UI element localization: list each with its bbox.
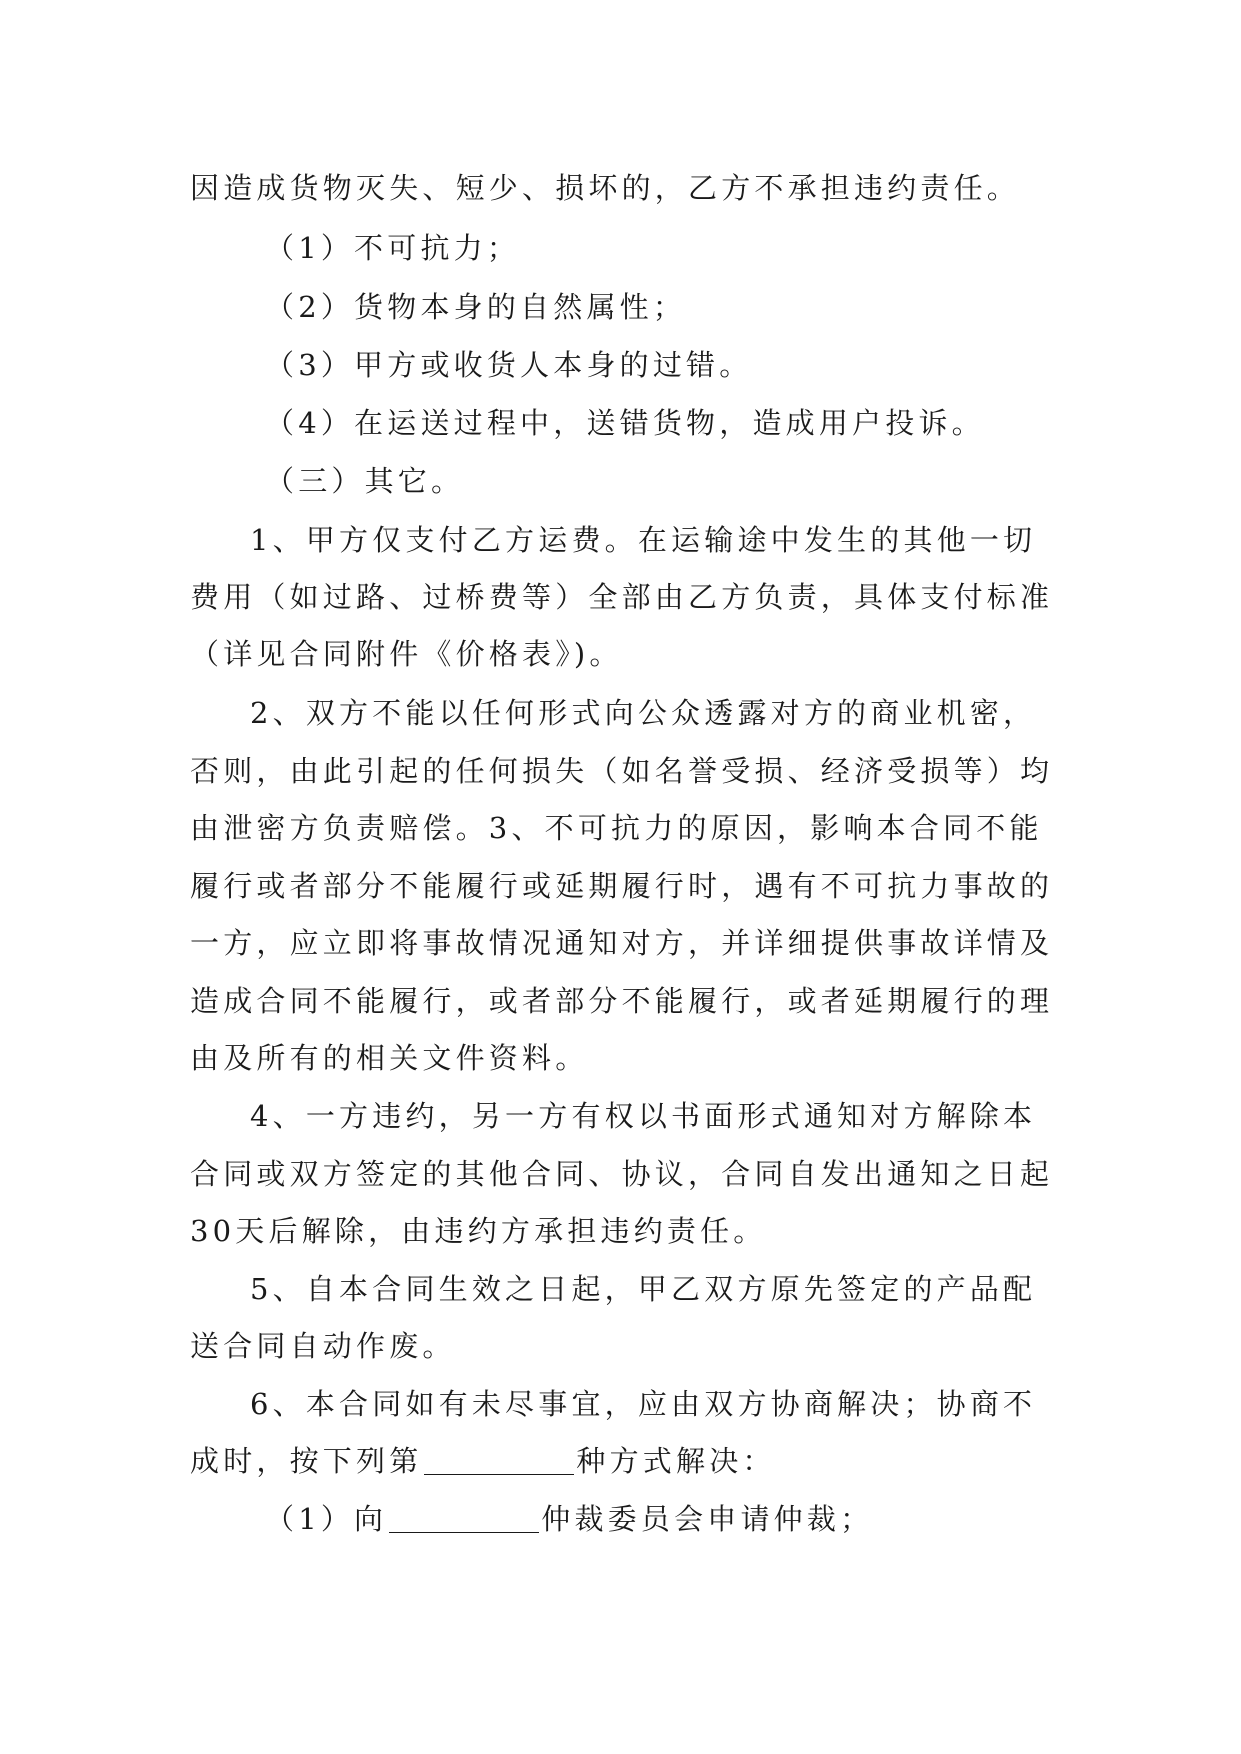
section-heading-other: （三）其它。 [265,464,465,498]
paragraph-line: 30天后解除，由违约方承担违约责任。 [190,1214,767,1248]
paragraph-line: 费用（如过路、过桥费等）全部由乙方负责，具体支付标准 [190,580,1054,614]
paragraph-line: 由泄密方负责赔偿。3、不可抗力的原因，影响本合同不能 [190,811,1043,845]
paragraph-line: 6、本合同如有未尽事宜，应由双方协商解决；协商不 [250,1387,1037,1421]
list-item-arbitration [265,1499,873,1539]
paragraph-line: 由及所有的相关文件资料。 [190,1041,589,1075]
paragraph-line: 因造成货物灭失、短少、损坏的，乙方不承担违约责任。 [190,171,1021,205]
paragraph-line: 造成合同不能履行，或者部分不能履行，或者延期履行的理 [190,984,1054,1018]
paragraph-line: 否则，由此引起的任何损失（如名誉受损、经济受损等）均 [190,754,1054,788]
line-text-before: 成时，按下列第 [190,1444,423,1478]
paragraph-line: 1、甲方仅支付乙方运费。在运输途中发生的其他一切 [250,523,1037,557]
line-text-before: （1）向 [265,1502,388,1536]
paragraph-line: 2、双方不能以任何形式向公众透露对方的商业机密， [250,696,1037,730]
paragraph-line: 送合同自动作废。 [190,1329,456,1363]
paragraph-line: 5、自本合同生效之日起，甲乙双方原先签定的产品配 [250,1272,1037,1306]
fill-in-blank [389,1503,539,1533]
list-item-wrong-delivery: （4）在运送过程中，送错货物，造成用户投诉。 [265,406,985,440]
line-text-after: 种方式解决： [576,1444,776,1478]
paragraph-line-with-blank [190,1441,776,1481]
paragraph-line: （详见合同附件《价格表》)。 [190,637,623,671]
paragraph-line: 4、一方违约，另一方有权以书面形式通知对方解除本 [250,1099,1037,1133]
list-item-natural-property: （2）货物本身的自然属性； [265,290,687,324]
line-text-after: 仲裁委员会申请仲裁； [541,1502,874,1536]
paragraph-line: 合同或双方签定的其他合同、协议，合同自发出通知之日起 [190,1157,1054,1191]
fill-in-blank [424,1445,574,1475]
list-item-party-fault: （3）甲方或收货人本身的过错。 [265,348,753,382]
paragraph-line: 履行或者部分不能履行或延期履行时，遇有不可抗力事故的 [190,869,1054,903]
paragraph-line: 一方，应立即将事故情况通知对方，并详细提供事故详情及 [190,926,1054,960]
list-item-force-majeure: （1）不可抗力； [265,231,521,265]
